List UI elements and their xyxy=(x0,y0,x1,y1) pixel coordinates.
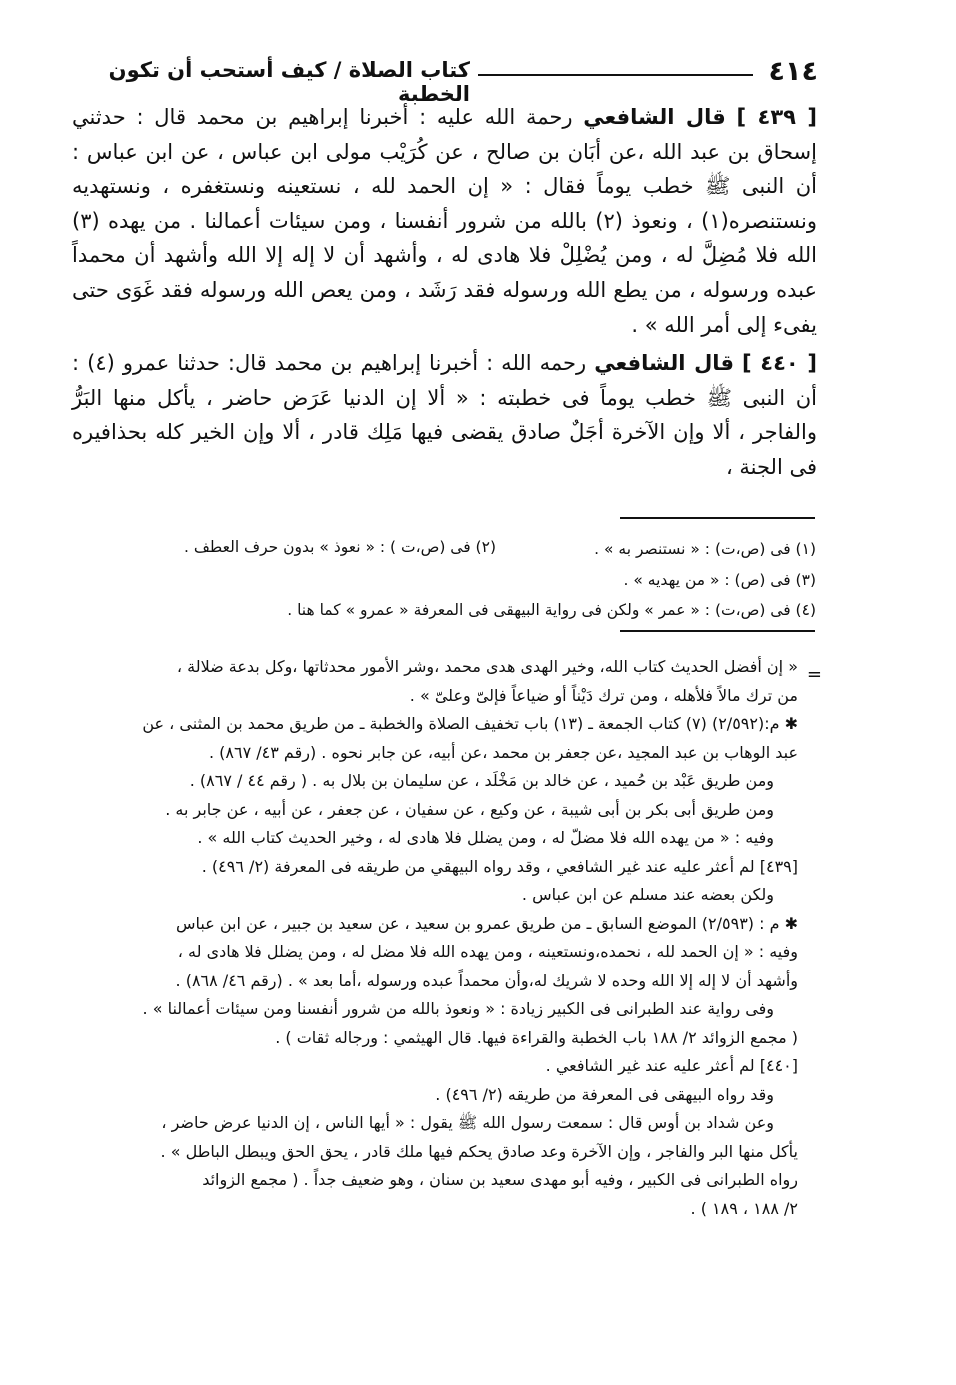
commentary-line: وقد رواه البيهقى فى المعرفة من طريقه (٢/ ٤٩٦) . xyxy=(435,1084,774,1104)
commentary-line: [٤٣٩] لم أعثر عليه عند غير الشافعي ، وقد رواه البيهقي من طريقه فى المعرفة (٢/ ٤٩٦) . xyxy=(201,856,798,876)
footnote-4: (٤) فى (ص،ت) : « عمر » ولكن فى رواية البيهقى فى المعرفة « عمرو » كما هنا . xyxy=(287,601,816,619)
commentary-line: من ترك مالاً فلأهله ، ومن ترك دَيْناً أو ضياعاً فإلىّ وعلىّ » . xyxy=(409,685,798,705)
commentary-line: [٤٤٠] لم أعثر عليه عند غير الشافعي . xyxy=(545,1056,798,1075)
paragraph-number: [ ٤٣٩ ] xyxy=(736,105,817,129)
paragraph-text: رحمة الله عليه : أخبرنا إبراهيم بن محمد قال : حدثني إسحاق بن عبد الله ،عن أبَان بن صالح ، عن كُرَيْب مولى ابن عباس ، عن ابن عباس : أن النبى ﷺ خطب يوماً فقال : « إن الحمد لله ، نستعينه ونستغفره ، ونستهديه ونستنصره(١) ، ونعوذ (٢) بالله من شرور أنفسنا ، ومن سيئات أعمالنا . من يهده (٣) الله فلا مُضِلَّ له ، ومن يُضْلِلْ فلا هادى له ، وأشهد أن لا إله إلا الله وأشهد أن محمداً عبده ورسوله ، من يطع الله ورسوله فقد رَشَد ، ومن يعص الله ورسوله فقد غَوَى حتى يفىء إلى أمر الله » . xyxy=(72,105,817,337)
commentary-line: ولكن بعضه عند مسلم عن ابن عباس . xyxy=(521,885,774,904)
commentary-line: ( مجمع الزوائد ٢/ ١٨٨ باب الخطبة والقراءة فيها. قال الهيثمي : ورجاله ثقات ) . xyxy=(275,1027,798,1047)
commentary-line: وفيه : « إن الحمد لله ، نحمده،ونستعينه ، ومن يهده الله فلا مضل له ، ومن يضلل فلا هادى له ، xyxy=(177,942,798,961)
paragraph-speaker: قال الشافعي xyxy=(594,351,734,376)
footnote-2: (٢) فى (ص،ت ) : « نعوذ » بدون حرف العطف . xyxy=(184,538,496,556)
commentary-line: وفى رواية عند الطبرانى فى الكبير زيادة : « ونعوذ بالله من شرور أنفسنا ومن سيئات أعمالنا » . xyxy=(142,999,774,1018)
main-text xyxy=(72,100,817,485)
header-rule xyxy=(478,74,753,76)
paragraph-440 xyxy=(72,346,817,484)
paragraph-speaker: قال الشافعي xyxy=(583,105,726,129)
paragraph-number: [ ٤٤٠ ] xyxy=(742,351,818,376)
commentary-section xyxy=(60,653,798,1223)
commentary-line: ✱ م:(٢/٥٩٢) (٧) كتاب الجمعة ـ (١٣) باب تخفيف الصلاة والخطبة ـ من طريق محمد بن المثنى ، عن xyxy=(142,714,798,733)
page-header xyxy=(70,52,818,106)
commentary-line: رواه الطبرانى فى الكبير ، وفيه أبو مهدى سعيد بن سنان ، وهو ضعيف جداً . ( مجمع الزوائد xyxy=(202,1170,798,1189)
paragraph-439 xyxy=(72,100,817,342)
commentary-line: عبد الوهاب بن عبد المجيد ،عن جعفر بن محمد ،عن أبيه، عن جابر نحوه . (رقم ٤٣/ ٨٦٧) . xyxy=(208,742,798,762)
paragraph-text: رحمه الله : أخبرنا إبراهيم بن محمد قال: حدثنا عمرو (٤) : أن النبى ﷺ خطب يوماً فى خطبته : « ألا إن الدنيا عَرَض حاضر ، يأكل منها البَرُّ والفاجر ، ألا وإن الآخرة أجَلٌ صادق يقضى فيها مَلِك قادر ، ألا وإن الخير كله بحذافيره فى الجنة ، xyxy=(72,351,817,479)
commentary-line: ومن طريق أبى بكر بن أبى شيبة ، عن وكيع ، عن سفيان ، عن جعفر ، عن أبيه ، عن جابر به . xyxy=(165,799,774,819)
commentary-line: وعن شداد بن أوس قال : سمعت رسول الله ﷺ يقول : « أيها الناس ، إن الدنيا عرض حاضر ، xyxy=(161,1113,774,1132)
footnote-separator xyxy=(620,517,815,519)
page-number: ٤١٤ xyxy=(768,56,818,87)
commentary-line: ٢/ ١٨٨ ، ١٨٩ ) . xyxy=(690,1198,798,1218)
commentary-line: ومن طريق عَبْد بن حُميد ، عن خالد بن مَخْلَد ، عن سليمان بن بلال به . ( رقم ٤٤ / ٨٦٧) . xyxy=(189,771,774,790)
footnote-3: (٣) فى (ص) : « من يهديه » . xyxy=(623,571,816,589)
commentary-line: وفيه : « من يهده الله فلا مضلّ له ، ومن يضلل فلا هادى له ، وخير الحديث كتاب الله » . xyxy=(197,828,774,847)
commentary-separator xyxy=(620,630,815,632)
commentary-line: يأكل منها البر والفاجر ، وإن الآخرة وعد صادق يحكم فيها ملك قادر ، يحق الحق ويبطل الباطل » . xyxy=(160,1141,798,1161)
commentary-line: وأشهد أن لا إله إلا الله وحده لا شريك له،وأن محمداً عبده ورسوله ،أما بعد » . (رقم ٤٦/ ٨٦٨) . xyxy=(175,970,798,990)
commentary-line: ✱ م : (٢/٥٩٣) الموضع السابق ـ من طريق عمرو بن سعيد ، عن سعيد بن جبير ، عن ابن عباس xyxy=(175,913,798,933)
continuation-mark: = xyxy=(806,664,822,685)
running-title: كتاب الصلاة / كيف أستحب أن تكون الخطبة xyxy=(108,58,470,106)
footnote-1: (١) فى (ص،ت) : « نستنصر به » . xyxy=(594,540,816,558)
commentary-line: « إن أفضل الحديث كتاب الله، وخير الهدى هدى محمد ،وشر الأمور محدثاتها ،وكل بدعة ضلالة ، xyxy=(176,657,798,676)
